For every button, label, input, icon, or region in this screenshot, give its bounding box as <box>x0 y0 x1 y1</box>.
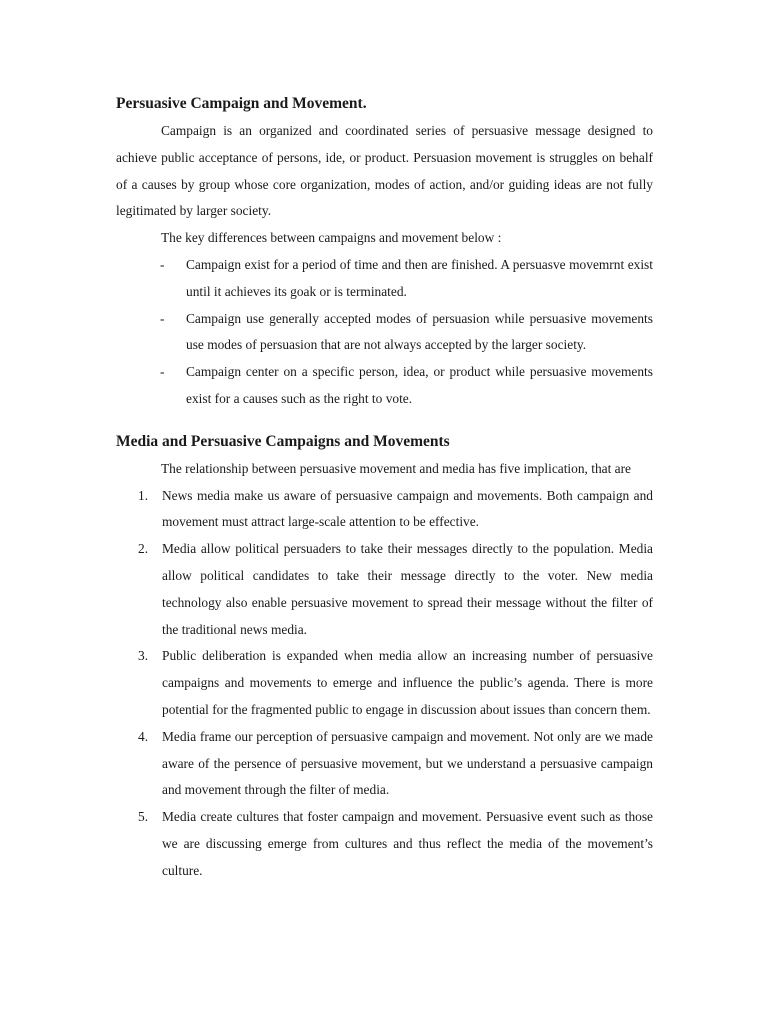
dash-marker: - <box>160 310 165 326</box>
list-item <box>116 724 653 804</box>
list-item <box>116 643 653 723</box>
implications-list <box>116 483 653 885</box>
list-item-text: Campaign center on a specific person, idea, or product while persuasive movements exist for a causes such as the right to vote. <box>186 364 653 406</box>
list-item-text: Campaign use generally accepted modes of persuasion while persuasive movements use modes of persuasion that are not always accepted by the larger society. <box>186 310 653 353</box>
list-item <box>116 252 653 306</box>
section-heading-media: Media and Persuasive Campaigns and Movements <box>116 432 450 450</box>
list-item <box>116 483 653 537</box>
list-item <box>116 306 653 360</box>
number-marker: 5. <box>138 809 149 825</box>
section-heading-campaign-movement: Persuasive Campaign and Movement. <box>116 95 367 112</box>
paragraph-relationship: The relationship between persuasive movement and media has five implication, that are <box>161 460 631 476</box>
list-item-text: Campaign exist for a period of time and then are finished. A persuasve movemrnt exist until it achieves its goak or is terminated. <box>186 256 653 299</box>
list-item-text: Media allow political persuaders to take their messages directly to the population. Media allow political candidates to take their message directly to the voter. New media technology also enable persuasive movement to spread their message without the filter of the traditional news media. <box>162 541 653 637</box>
list-item <box>116 536 653 643</box>
list-item <box>116 804 653 884</box>
number-marker: 3. <box>138 648 149 664</box>
list-item-text: News media make us aware of persuasive campaign and movements. Both campaign and movement must attract large-scale attention to be effective. <box>162 487 653 530</box>
list-item <box>116 359 653 413</box>
paragraph-definition: Campaign is an organized and coordinated series of persuasive message designed to achieve public acceptance of persons, ide, or product. Persuasion movement is struggles on behalf of a causes by group whose core organization, modes of action, and/or guiding ideas are not fully legitimated by larger society. <box>116 123 653 219</box>
number-marker: 1. <box>138 487 149 503</box>
dash-marker: - <box>160 256 165 272</box>
page-content <box>116 93 653 885</box>
number-marker: 2. <box>138 541 149 557</box>
list-item-text: Media create cultures that foster campaign and movement. Persuasive event such as those we are discussing emerge from cultures and thus reflect the media of the movement’s culture. <box>162 809 653 878</box>
dash-marker: - <box>160 364 165 380</box>
number-marker: 4. <box>138 728 149 744</box>
paragraph-key-differences: The key differences between campaigns and movement below : <box>161 230 502 246</box>
list-item-text: Media frame our perception of persuasive campaign and movement. Not only are we made aware of the persence of persuasive movement, but we understand a persuasive campaign and movement through the filter of media. <box>162 728 653 798</box>
differences-list <box>116 252 653 413</box>
list-item-text: Public deliberation is expanded when media allow an increasing number of persuasive campaigns and movements to emerge and influence the public’s agenda. There is more potential for the fragmented public to engage in discussion about issues than concern them. <box>162 648 653 717</box>
